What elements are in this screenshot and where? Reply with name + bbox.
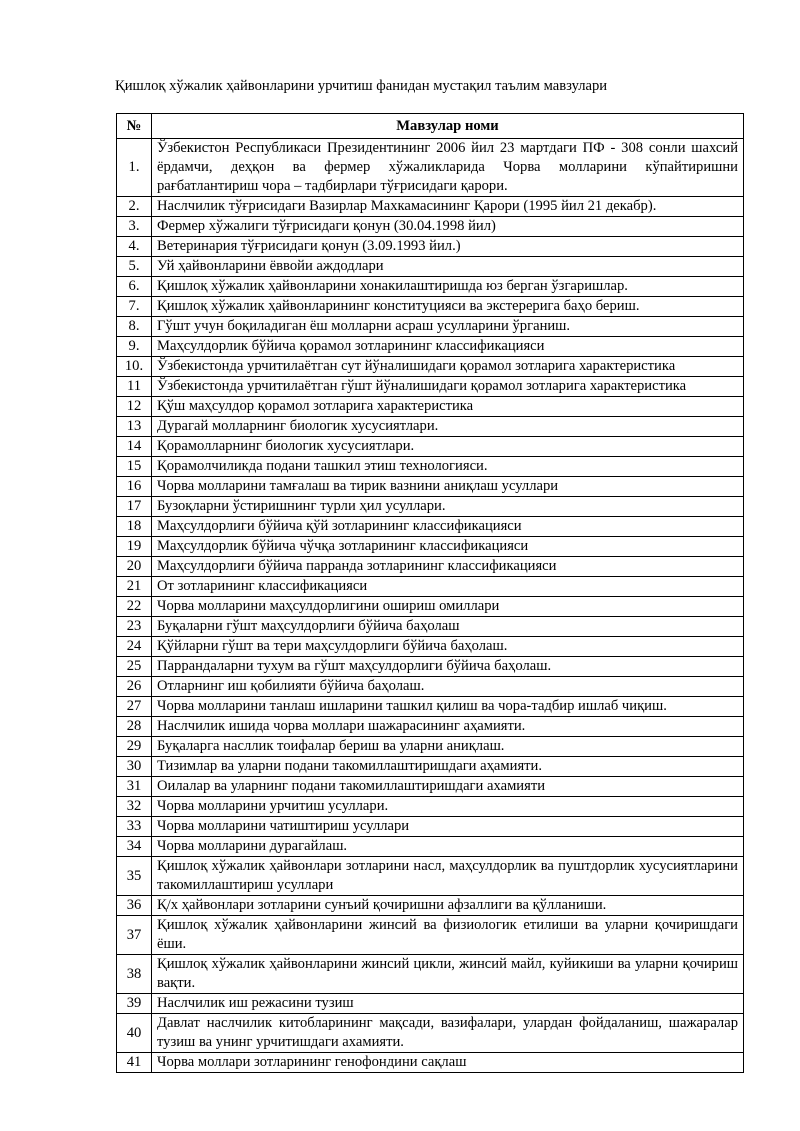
- row-number: 36: [117, 896, 152, 916]
- row-number: 20: [117, 557, 152, 577]
- topic-title: Чорва молларини танлаш ишларини ташкил қилиш ва чора-тадбир ишлаб чиқиш.: [152, 697, 744, 717]
- topic-title: Отларнинг иш қобилияти бўйича баҳолаш.: [152, 677, 744, 697]
- topic-title: От зотларининг классификацияси: [152, 577, 744, 597]
- table-row: [117, 317, 744, 337]
- topic-title: Маҳсулдорлик бўйича чўчқа зотларининг классификацияси: [152, 537, 744, 557]
- table-row: [117, 577, 744, 597]
- topic-title: Маҳсулдорлик бўйича қорамол зотларининг классификацияси: [152, 337, 744, 357]
- table-row: [117, 697, 744, 717]
- table-row: [117, 757, 744, 777]
- row-number: 1.: [117, 139, 152, 197]
- table-row: [117, 797, 744, 817]
- row-number: 11: [117, 377, 152, 397]
- document-title: Қишлоқ хўжалик ҳайвонларини урчитиш фанидан мустақил таълим мавзулари: [115, 78, 608, 94]
- table-row: [117, 517, 744, 537]
- table-row: [117, 257, 744, 277]
- table-row: [117, 717, 744, 737]
- row-number: 35: [117, 857, 152, 896]
- row-number: 26: [117, 677, 152, 697]
- table-row: [117, 597, 744, 617]
- topic-title: Уй ҳайвонларини ёввойи аждодлари: [152, 257, 744, 277]
- topics-table: [116, 113, 744, 1073]
- row-number: 40: [117, 1014, 152, 1053]
- topic-title: Наслчилик тўғрисидаги Вазирлар Махкамасининг Қарори (1995 йил 21 декабр).: [152, 197, 744, 217]
- row-number: 2.: [117, 197, 152, 217]
- topic-title: Ўзбекистонда урчитилаётган гўшт йўналишидаги қорамол зотларига характеристика: [152, 377, 744, 397]
- table-row: [117, 357, 744, 377]
- topic-title: Маҳсулдорлиги бўйича қўй зотларининг классификацияси: [152, 517, 744, 537]
- table-row: [117, 437, 744, 457]
- row-number: 17: [117, 497, 152, 517]
- topic-title: Давлат наслчилик китобларининг мақсади, вазифалари, улардан фойдаланиш, шажаралар тузиш ва унинг урчитишдаги ахамияти.: [152, 1014, 744, 1053]
- table-row: [117, 737, 744, 757]
- row-number: 28: [117, 717, 152, 737]
- topic-title: Чорва молларини урчитиш усуллари.: [152, 797, 744, 817]
- row-number: 37: [117, 916, 152, 955]
- table-row: [117, 1053, 744, 1073]
- row-number: 22: [117, 597, 152, 617]
- topic-title: Буқаларга насллик тоифалар бериш ва уларни аниқлаш.: [152, 737, 744, 757]
- topic-title: Паррандаларни тухум ва гўшт маҳсулдорлиги бўйича баҳолаш.: [152, 657, 744, 677]
- topic-title: Чорва молларини чатиштириш усуллари: [152, 817, 744, 837]
- row-number: 10.: [117, 357, 152, 377]
- row-number: 38: [117, 955, 152, 994]
- table-row: [117, 497, 744, 517]
- row-number: 23: [117, 617, 152, 637]
- topic-title: Қўйларни гўшт ва тери маҳсулдорлиги бўйича баҳолаш.: [152, 637, 744, 657]
- row-number: 8.: [117, 317, 152, 337]
- topic-title: Наслчилик ишида чорва моллари шажарасининг аҳамияти.: [152, 717, 744, 737]
- table-row: [117, 657, 744, 677]
- row-number: 3.: [117, 217, 152, 237]
- topic-title: Ўзбекистон Республикаси Президентининг 2006 йил 23 мартдаги ПФ - 308 сонли шахсий ёрдамчи, деҳқон ва фермер хўжаликларида Чорва молларини кўпайтиришни рағбатлантириш чора – тадбирлари тўғрисидаги қарори.: [152, 139, 744, 197]
- table-row: [117, 217, 744, 237]
- topic-title: Қишлоқ хўжалик ҳайвонларини жинсий ва физиологик етилиши ва уларни қочиришдаги ёши.: [152, 916, 744, 955]
- table-header-row: [117, 114, 744, 139]
- table-row: [117, 1014, 744, 1053]
- table-row: [117, 557, 744, 577]
- table-row: [117, 477, 744, 497]
- topic-title: Дурагай молларнинг биологик хусусиятлари.: [152, 417, 744, 437]
- table-row: [117, 457, 744, 477]
- table-row: [117, 537, 744, 557]
- table-row: [117, 916, 744, 955]
- topic-title: Гўшт учун боқиладиган ёш молларни асраш усулларини ўрганиш.: [152, 317, 744, 337]
- row-number: 32: [117, 797, 152, 817]
- table-row: [117, 297, 744, 317]
- row-number: 27: [117, 697, 152, 717]
- table-row: [117, 857, 744, 896]
- table-row: [117, 337, 744, 357]
- topic-title: Чорва молларини маҳсулдорлигини ошириш омиллари: [152, 597, 744, 617]
- table-row: [117, 837, 744, 857]
- topic-title: Қорамолларнинг биологик хусусиятлари.: [152, 437, 744, 457]
- table-row: [117, 817, 744, 837]
- row-number: 14: [117, 437, 152, 457]
- table-row: [117, 637, 744, 657]
- table-row: [117, 777, 744, 797]
- row-number: 21: [117, 577, 152, 597]
- topic-title: Қишлоқ хўжалик ҳайвонларини хонакилаштиришда юз берган ўзгаришлар.: [152, 277, 744, 297]
- row-number: 5.: [117, 257, 152, 277]
- row-number: 7.: [117, 297, 152, 317]
- topic-title: Қўш маҳсулдор қорамол зотларига характеристика: [152, 397, 744, 417]
- row-number: 9.: [117, 337, 152, 357]
- table-row: [117, 377, 744, 397]
- table-row: [117, 617, 744, 637]
- topic-title: Наслчилик иш режасини тузиш: [152, 994, 744, 1014]
- row-number: 18: [117, 517, 152, 537]
- row-number: 16: [117, 477, 152, 497]
- topic-title: Қишлоқ хўжалик ҳайвонларини жинсий цикли, жинсий майл, куйикиши ва уларни қочириш вақти.: [152, 955, 744, 994]
- row-number: 41: [117, 1053, 152, 1073]
- topic-title: Буқаларни гўшт маҳсулдорлиги бўйича баҳолаш: [152, 617, 744, 637]
- row-number: 33: [117, 817, 152, 837]
- row-number: 25: [117, 657, 152, 677]
- topic-title: Тизимлар ва уларни подани такомиллаштиришдаги аҳамияти.: [152, 757, 744, 777]
- topic-title: Қ/х ҳайвонлари зотларини сунъий қочиришни афзаллиги ва қўлланиши.: [152, 896, 744, 916]
- topic-title: Қорамолчиликда подани ташкил этиш технологияси.: [152, 457, 744, 477]
- row-number: 15: [117, 457, 152, 477]
- topic-title: Қишлоқ хўжалик ҳайвонлари зотларини насл, маҳсулдорлик ва пуштдорлик хусусиятларини такомиллаштириш усуллари: [152, 857, 744, 896]
- topic-title: Чорва молларини дурагайлаш.: [152, 837, 744, 857]
- topic-title: Ўзбекистонда урчитилаётган сут йўналишидаги қорамол зотларига характеристика: [152, 357, 744, 377]
- row-number: 13: [117, 417, 152, 437]
- topic-title: Қишлоқ хўжалик ҳайвонларининг конституцияси ва экстерерига баҳо бериш.: [152, 297, 744, 317]
- table-row: [117, 955, 744, 994]
- table-row: [117, 277, 744, 297]
- row-number: 34: [117, 837, 152, 857]
- topic-title: Оилалар ва уларнинг подани такомиллаштиришдаги ахамияти: [152, 777, 744, 797]
- topics-table-body: [117, 139, 744, 1073]
- table-row: [117, 677, 744, 697]
- row-number: 39: [117, 994, 152, 1014]
- row-number: 24: [117, 637, 152, 657]
- row-number: 19: [117, 537, 152, 557]
- row-number: 31: [117, 777, 152, 797]
- topic-title: Фермер хўжалиги тўғрисидаги қонун (30.04.1998 йил): [152, 217, 744, 237]
- row-number: 4.: [117, 237, 152, 257]
- table-row: [117, 896, 744, 916]
- table-row: [117, 139, 744, 197]
- topic-title: Маҳсулдорлиги бўйича парранда зотларининг классификацияси: [152, 557, 744, 577]
- topic-title: Бузоқларни ўстиришнинг турли ҳил усуллари.: [152, 497, 744, 517]
- number-column-header: №: [117, 114, 152, 139]
- topic-title: Ветеринария тўғрисидаги қонун (3.09.1993 йил.): [152, 237, 744, 257]
- table-row: [117, 237, 744, 257]
- table-row: [117, 417, 744, 437]
- row-number: 30: [117, 757, 152, 777]
- table-row: [117, 197, 744, 217]
- row-number: 12: [117, 397, 152, 417]
- table-row: [117, 397, 744, 417]
- row-number: 6.: [117, 277, 152, 297]
- row-number: 29: [117, 737, 152, 757]
- topic-title: Чорва молларини тамғалаш ва тирик вазнини аниқлаш усуллари: [152, 477, 744, 497]
- topic-column-header: Мавзулар номи: [152, 114, 744, 139]
- table-row: [117, 994, 744, 1014]
- topic-title: Чорва моллари зотларининг генофондини сақлаш: [152, 1053, 744, 1073]
